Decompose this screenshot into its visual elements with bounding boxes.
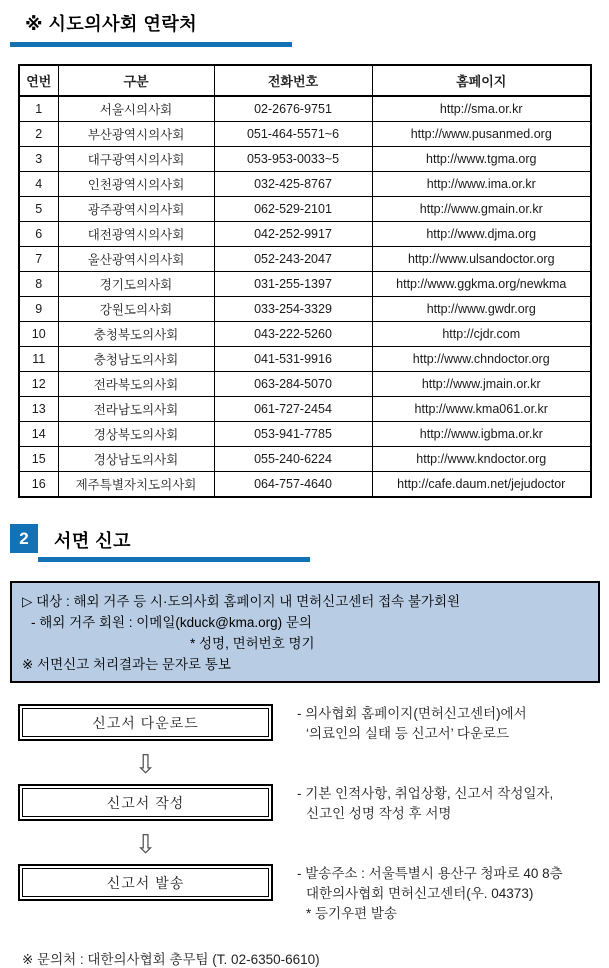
table-body	[19, 96, 591, 497]
cell-homepage: http://www.chndoctor.org	[372, 347, 591, 372]
table-header-row	[19, 65, 591, 96]
down-arrow-icon: ⇩	[134, 749, 157, 779]
cell-no: 10	[19, 322, 58, 347]
cell-homepage: http://www.kndoctor.org	[372, 447, 591, 472]
cell-homepage: http://www.djma.org	[372, 222, 591, 247]
cell-no: 6	[19, 222, 58, 247]
flow-box	[18, 864, 273, 901]
table-row	[19, 122, 591, 147]
cell-homepage: http://www.gmain.or.kr	[372, 197, 591, 222]
down-arrow-icon: ⇩	[134, 829, 157, 859]
cell-phone: 042-252-9917	[214, 222, 372, 247]
cell-name: 충청북도의사회	[58, 322, 214, 347]
cell-phone: 061-727-2454	[214, 397, 372, 422]
contact-footer-note: ※ 문의처 : 대한의사협회 총무팀 (T. 02-6350-6610)	[22, 952, 320, 967]
cell-name: 경상남도의사회	[58, 447, 214, 472]
cell-homepage: http://cjdr.com	[372, 322, 591, 347]
cell-name: 전라북도의사회	[58, 372, 214, 397]
flow-box-label: 신고서 다운로드	[22, 708, 269, 737]
cell-phone: 053-941-7785	[214, 422, 372, 447]
section2-title-underline	[38, 557, 310, 562]
table-row	[19, 322, 591, 347]
table-row	[19, 197, 591, 222]
cell-phone: 041-531-9916	[214, 347, 372, 372]
table-row	[19, 272, 591, 297]
cell-no: 16	[19, 472, 58, 498]
cell-name: 울산광역시의사회	[58, 247, 214, 272]
cell-no: 7	[19, 247, 58, 272]
section2-title: 서면 신고	[54, 531, 132, 551]
table-row	[19, 247, 591, 272]
cell-phone: 062-529-2101	[214, 197, 372, 222]
cell-phone: 064-757-4640	[214, 472, 372, 498]
cell-no: 12	[19, 372, 58, 397]
info-line-note: * 성명, 면허번호 명기	[190, 636, 315, 651]
table-row	[19, 397, 591, 422]
cell-homepage: http://cafe.daum.net/jejudoctor	[372, 472, 591, 498]
cell-name: 경기도의사회	[58, 272, 214, 297]
section1-title: ※ 시도의사회 연락처	[25, 14, 198, 34]
cell-no: 4	[19, 172, 58, 197]
cell-name: 서울시의사회	[58, 96, 214, 122]
cell-no: 14	[19, 422, 58, 447]
table-row	[19, 347, 591, 372]
info-line-overseas: - 해외 거주 회원 : 이메일(kduck@kma.org) 문의	[31, 615, 312, 630]
cell-no: 2	[19, 122, 58, 147]
col-header-name: 구분	[58, 65, 214, 96]
flow-step	[18, 744, 599, 824]
cell-phone: 032-425-8767	[214, 172, 372, 197]
info-line-target: ▷ 대상 : 해외 거주 등 시·도의사회 홈페이지 내 면허신고센터 접속 불가회원	[22, 594, 461, 609]
cell-no: 1	[19, 96, 58, 122]
cell-phone: 033-254-3329	[214, 297, 372, 322]
cell-homepage: http://www.ulsandoctor.org	[372, 247, 591, 272]
col-header-no: 연번	[19, 65, 58, 96]
cell-no: 13	[19, 397, 58, 422]
table-row	[19, 372, 591, 397]
flow-steps	[18, 704, 599, 924]
cell-name: 강원도의사회	[58, 297, 214, 322]
cell-name: 전라남도의사회	[58, 397, 214, 422]
cell-name: 대구광역시의사회	[58, 147, 214, 172]
cell-phone: 031-255-1397	[214, 272, 372, 297]
cell-no: 5	[19, 197, 58, 222]
cell-name: 광주광역시의사회	[58, 197, 214, 222]
cell-name: 부산광역시의사회	[58, 122, 214, 147]
cell-homepage: http://www.igbma.or.kr	[372, 422, 591, 447]
flow-step	[18, 824, 599, 924]
cell-no: 9	[19, 297, 58, 322]
cell-no: 15	[19, 447, 58, 472]
table-row	[19, 172, 591, 197]
cell-name: 제주특별자치도의사회	[58, 472, 214, 498]
cell-homepage: http://www.jmain.or.kr	[372, 372, 591, 397]
table-row	[19, 472, 591, 498]
cell-phone: 043-222-5260	[214, 322, 372, 347]
table-row	[19, 297, 591, 322]
table-row	[19, 96, 591, 122]
section2-header	[10, 524, 599, 562]
cell-homepage: http://sma.or.kr	[372, 96, 591, 122]
flow-step-description: - 기본 인적사항, 취업상황, 신고서 작성일자, 신고인 성명 작성 후 서명	[297, 786, 554, 821]
cell-phone: 052-243-2047	[214, 247, 372, 272]
table-row	[19, 422, 591, 447]
cell-homepage: http://www.gwdr.org	[372, 297, 591, 322]
flow-box	[18, 784, 273, 821]
cell-phone: 053-953-0033~5	[214, 147, 372, 172]
cell-homepage: http://www.tgma.org	[372, 147, 591, 172]
flow-box	[18, 704, 273, 741]
cell-phone: 02-2676-9751	[214, 96, 372, 122]
cell-no: 8	[19, 272, 58, 297]
flow-step-description: - 발송주소 : 서울특별시 용산구 청파로 40 8층 대한의사협회 면허신고센터(우. 04373) * 등기우편 발송	[297, 866, 563, 921]
col-header-phone: 전화번호	[214, 65, 372, 96]
cell-no: 11	[19, 347, 58, 372]
flow-step	[18, 704, 599, 744]
info-line-result: ※ 서면신고 처리결과는 문자로 통보	[22, 657, 231, 672]
cell-no: 3	[19, 147, 58, 172]
cell-name: 대전광역시의사회	[58, 222, 214, 247]
section1-header	[10, 10, 292, 47]
section2-number-badge: 2	[10, 524, 38, 553]
col-header-homepage: 홈페이지	[372, 65, 591, 96]
cell-phone: 063-284-5070	[214, 372, 372, 397]
table-row	[19, 447, 591, 472]
table-row	[19, 147, 591, 172]
contact-table	[18, 64, 592, 498]
info-box	[10, 581, 600, 683]
cell-homepage: http://www.kma061.or.kr	[372, 397, 591, 422]
cell-homepage: http://www.pusanmed.org	[372, 122, 591, 147]
cell-phone: 051-464-5571~6	[214, 122, 372, 147]
cell-homepage: http://www.ggkma.org/newkma	[372, 272, 591, 297]
cell-name: 경상북도의사회	[58, 422, 214, 447]
cell-phone: 055-240-6224	[214, 447, 372, 472]
flow-box-label: 신고서 발송	[22, 868, 269, 897]
flow-step-description: - 의사협회 홈페이지(면허신고센터)에서 ‘의료인의 실태 등 신고서’ 다운로드	[297, 706, 527, 741]
cell-homepage: http://www.ima.or.kr	[372, 172, 591, 197]
cell-name: 인천광역시의사회	[58, 172, 214, 197]
flow-box-label: 신고서 작성	[22, 788, 269, 817]
table-row	[19, 222, 591, 247]
section1-title-underline	[10, 42, 292, 47]
cell-name: 충청남도의사회	[58, 347, 214, 372]
